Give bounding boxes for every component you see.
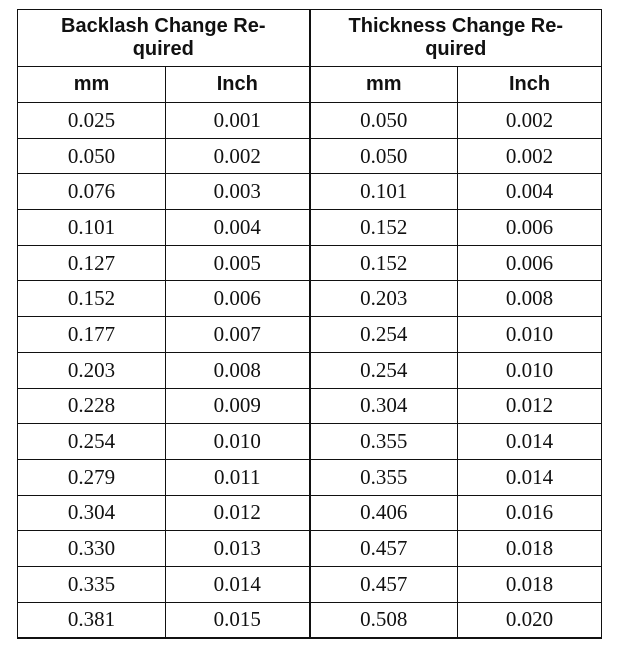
- thickness-inch-cell: 0.010: [458, 317, 602, 353]
- table-row: [18, 424, 602, 460]
- table-row: [18, 245, 602, 281]
- thickness-inch-cell: 0.006: [458, 210, 602, 246]
- table-row: [18, 281, 602, 317]
- thickness-header-line2: quired: [425, 38, 487, 60]
- thickness-mm-cell: 0.457: [310, 531, 458, 567]
- backlash-header-line2: quired: [132, 38, 194, 60]
- thickness-inch-cell: 0.010: [458, 352, 602, 388]
- thickness-mm-cell: 0.101: [310, 174, 458, 210]
- thickness-group-header: [310, 10, 602, 67]
- table-row: [18, 459, 602, 495]
- backlash-inch-cell: 0.008: [166, 352, 310, 388]
- table-row: [18, 352, 602, 388]
- thickness-mm-cell: 0.304: [310, 388, 458, 424]
- unit-header-inch: Inch: [458, 67, 602, 103]
- backlash-mm-cell: 0.050: [18, 138, 166, 174]
- thickness-inch-cell: 0.014: [458, 424, 602, 460]
- unit-header-mm: mm: [18, 67, 166, 103]
- thickness-inch-cell: 0.018: [458, 566, 602, 602]
- spec-table-container: [17, 9, 602, 639]
- table-row: [18, 210, 602, 246]
- thickness-inch-cell: 0.006: [458, 245, 602, 281]
- table-row: [18, 531, 602, 567]
- thickness-inch-cell: 0.004: [458, 174, 602, 210]
- backlash-inch-cell: 0.011: [166, 459, 310, 495]
- unit-header-inch: Inch: [166, 67, 310, 103]
- backlash-inch-cell: 0.003: [166, 174, 310, 210]
- backlash-inch-cell: 0.007: [166, 317, 310, 353]
- thickness-inch-cell: 0.008: [458, 281, 602, 317]
- table-row: [18, 174, 602, 210]
- backlash-mm-cell: 0.279: [18, 459, 166, 495]
- backlash-header-line1: Backlash Change Re-: [61, 15, 266, 37]
- backlash-mm-cell: 0.381: [18, 602, 166, 638]
- backlash-inch-cell: 0.015: [166, 602, 310, 638]
- thickness-mm-cell: 0.457: [310, 566, 458, 602]
- backlash-mm-cell: 0.152: [18, 281, 166, 317]
- backlash-mm-cell: 0.101: [18, 210, 166, 246]
- thickness-mm-cell: 0.406: [310, 495, 458, 531]
- backlash-inch-cell: 0.004: [166, 210, 310, 246]
- backlash-mm-cell: 0.304: [18, 495, 166, 531]
- backlash-mm-cell: 0.330: [18, 531, 166, 567]
- thickness-mm-cell: 0.050: [310, 103, 458, 139]
- thickness-inch-cell: 0.002: [458, 138, 602, 174]
- table-body: [18, 103, 602, 639]
- backlash-mm-cell: 0.254: [18, 424, 166, 460]
- backlash-inch-cell: 0.002: [166, 138, 310, 174]
- table-row: [18, 317, 602, 353]
- backlash-mm-cell: 0.025: [18, 103, 166, 139]
- thickness-inch-cell: 0.002: [458, 103, 602, 139]
- backlash-inch-cell: 0.012: [166, 495, 310, 531]
- thickness-mm-cell: 0.254: [310, 317, 458, 353]
- unit-header-mm: mm: [310, 67, 458, 103]
- thickness-inch-cell: 0.012: [458, 388, 602, 424]
- thickness-inch-cell: 0.020: [458, 602, 602, 638]
- backlash-inch-cell: 0.010: [166, 424, 310, 460]
- backlash-mm-cell: 0.335: [18, 566, 166, 602]
- table-row: [18, 602, 602, 638]
- backlash-mm-cell: 0.203: [18, 352, 166, 388]
- table-row: [18, 566, 602, 602]
- thickness-mm-cell: 0.355: [310, 424, 458, 460]
- backlash-inch-cell: 0.009: [166, 388, 310, 424]
- group-header-row: [18, 10, 602, 67]
- thickness-mm-cell: 0.152: [310, 210, 458, 246]
- thickness-mm-cell: 0.152: [310, 245, 458, 281]
- thickness-inch-cell: 0.016: [458, 495, 602, 531]
- thickness-mm-cell: 0.355: [310, 459, 458, 495]
- thickness-mm-cell: 0.254: [310, 352, 458, 388]
- backlash-group-header: [18, 10, 310, 67]
- backlash-mm-cell: 0.177: [18, 317, 166, 353]
- thickness-inch-cell: 0.018: [458, 531, 602, 567]
- backlash-mm-cell: 0.076: [18, 174, 166, 210]
- backlash-inch-cell: 0.006: [166, 281, 310, 317]
- thickness-mm-cell: 0.050: [310, 138, 458, 174]
- thickness-header-line1: Thickness Change Re-: [348, 15, 564, 37]
- unit-header-row: [18, 67, 602, 103]
- backlash-thickness-table: [17, 9, 602, 639]
- backlash-inch-cell: 0.013: [166, 531, 310, 567]
- table-row: [18, 103, 602, 139]
- thickness-mm-cell: 0.508: [310, 602, 458, 638]
- backlash-inch-cell: 0.005: [166, 245, 310, 281]
- backlash-inch-cell: 0.001: [166, 103, 310, 139]
- thickness-inch-cell: 0.014: [458, 459, 602, 495]
- backlash-mm-cell: 0.127: [18, 245, 166, 281]
- table-row: [18, 388, 602, 424]
- thickness-mm-cell: 0.203: [310, 281, 458, 317]
- table-row: [18, 495, 602, 531]
- backlash-mm-cell: 0.228: [18, 388, 166, 424]
- table-row: [18, 138, 602, 174]
- backlash-inch-cell: 0.014: [166, 566, 310, 602]
